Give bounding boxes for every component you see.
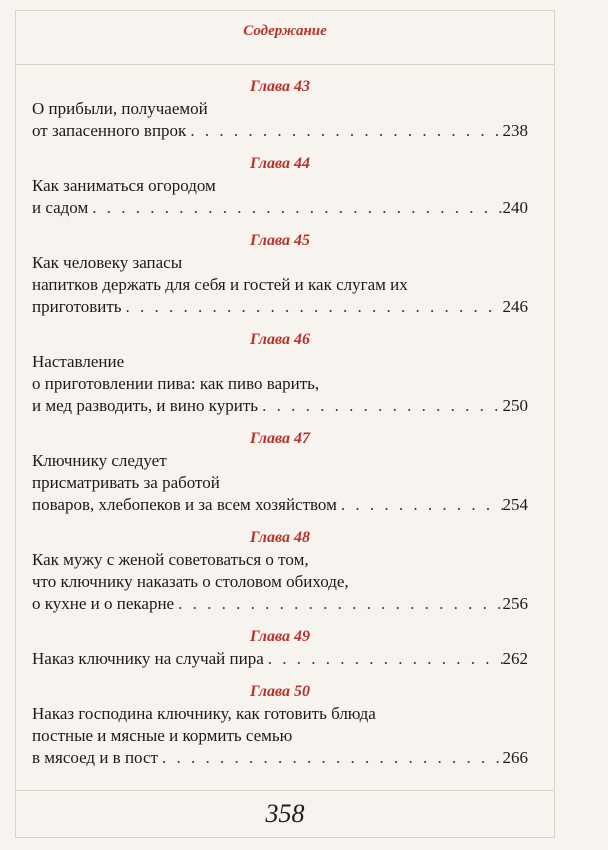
entry-text-line: Наставление bbox=[32, 352, 125, 371]
entry-page-number: 266 bbox=[502, 748, 528, 767]
toc-entry bbox=[32, 625, 528, 670]
dot-leader bbox=[88, 197, 502, 219]
entry-text-line: Как мужу с женой советоваться о том, bbox=[32, 550, 309, 569]
entry-text-line: Как человеку запасы bbox=[32, 253, 183, 272]
entry-page-number: 246 bbox=[502, 297, 528, 316]
dot-leader bbox=[158, 747, 503, 769]
dot-leader bbox=[122, 296, 503, 318]
dot-leader bbox=[258, 395, 502, 417]
toc-entry bbox=[32, 152, 528, 219]
entry-text-line: Наказ господина ключнику, как готовить блюда bbox=[32, 704, 376, 723]
chapter-title: Глава 47 bbox=[249, 430, 311, 447]
entry-text-line: и садом bbox=[32, 198, 89, 217]
toc-entry bbox=[32, 229, 528, 318]
page-header bbox=[15, 10, 555, 65]
entry-text-line: напитков держать для себя и гостей и как слугам их bbox=[32, 275, 408, 294]
entry-text-line: поваров, хлебопеков и за всем хозяйством bbox=[32, 495, 337, 514]
entry-page-number: 256 bbox=[502, 594, 528, 613]
chapter-title: Глава 48 bbox=[249, 529, 311, 546]
entry-text-line: Как заниматься огородом bbox=[32, 176, 216, 195]
entry-text-line: приготовить bbox=[32, 297, 122, 316]
chapter-title: Глава 46 bbox=[249, 331, 311, 348]
entry-text-line: о приготовлении пива: как пиво варить, bbox=[32, 374, 320, 393]
chapter-title: Глава 45 bbox=[249, 232, 311, 249]
entry-text-line: постные и мясные и кормить семью bbox=[32, 726, 293, 745]
entry-last-line bbox=[32, 197, 528, 219]
entry-text-line: Ключнику следует bbox=[32, 451, 167, 470]
entry-page-number: 238 bbox=[502, 121, 528, 140]
toc-entry bbox=[32, 680, 528, 769]
header-title: Содержание bbox=[243, 23, 327, 39]
entry-last-line bbox=[32, 648, 528, 670]
dot-leader bbox=[174, 593, 502, 615]
chapter-title: Глава 50 bbox=[249, 683, 311, 700]
chapter-title: Глава 43 bbox=[249, 78, 311, 95]
entry-text-line: Наказ ключнику на случай пира bbox=[32, 649, 264, 668]
entry-last-line bbox=[32, 296, 528, 318]
entry-text-line: от запасенного впрок bbox=[32, 121, 187, 140]
dot-leader bbox=[186, 120, 502, 142]
dot-leader bbox=[337, 494, 503, 516]
entry-text-line: что ключнику наказать о столовом обиходе, bbox=[32, 572, 349, 591]
page-number: 358 bbox=[265, 799, 305, 828]
toc-entry bbox=[32, 526, 528, 615]
dot-leader bbox=[264, 648, 503, 670]
entry-text-line: О прибыли, получаемой bbox=[32, 99, 208, 118]
entry-text-line: в мясоед и в пост bbox=[32, 748, 158, 767]
chapter-title: Глава 49 bbox=[249, 628, 311, 645]
entry-last-line bbox=[32, 494, 528, 516]
chapter-title: Глава 44 bbox=[249, 155, 311, 172]
page-footer bbox=[15, 790, 555, 838]
entry-page-number: 262 bbox=[502, 649, 528, 668]
toc-entry bbox=[32, 328, 528, 417]
entry-page-number: 250 bbox=[502, 396, 528, 415]
toc-entry bbox=[32, 75, 528, 142]
entry-last-line bbox=[32, 395, 528, 417]
toc-entry bbox=[32, 427, 528, 516]
entry-last-line bbox=[32, 747, 528, 769]
entry-last-line bbox=[32, 593, 528, 615]
entry-page-number: 254 bbox=[502, 495, 528, 514]
entry-last-line bbox=[32, 120, 528, 142]
toc-list bbox=[32, 75, 528, 779]
entry-text-line: о кухне и о пекарне bbox=[32, 594, 175, 613]
entry-text-line: присматривать за работой bbox=[32, 473, 220, 492]
entry-text-line: и мед разводить, и вино курить bbox=[32, 396, 259, 415]
entry-page-number: 240 bbox=[502, 198, 528, 217]
